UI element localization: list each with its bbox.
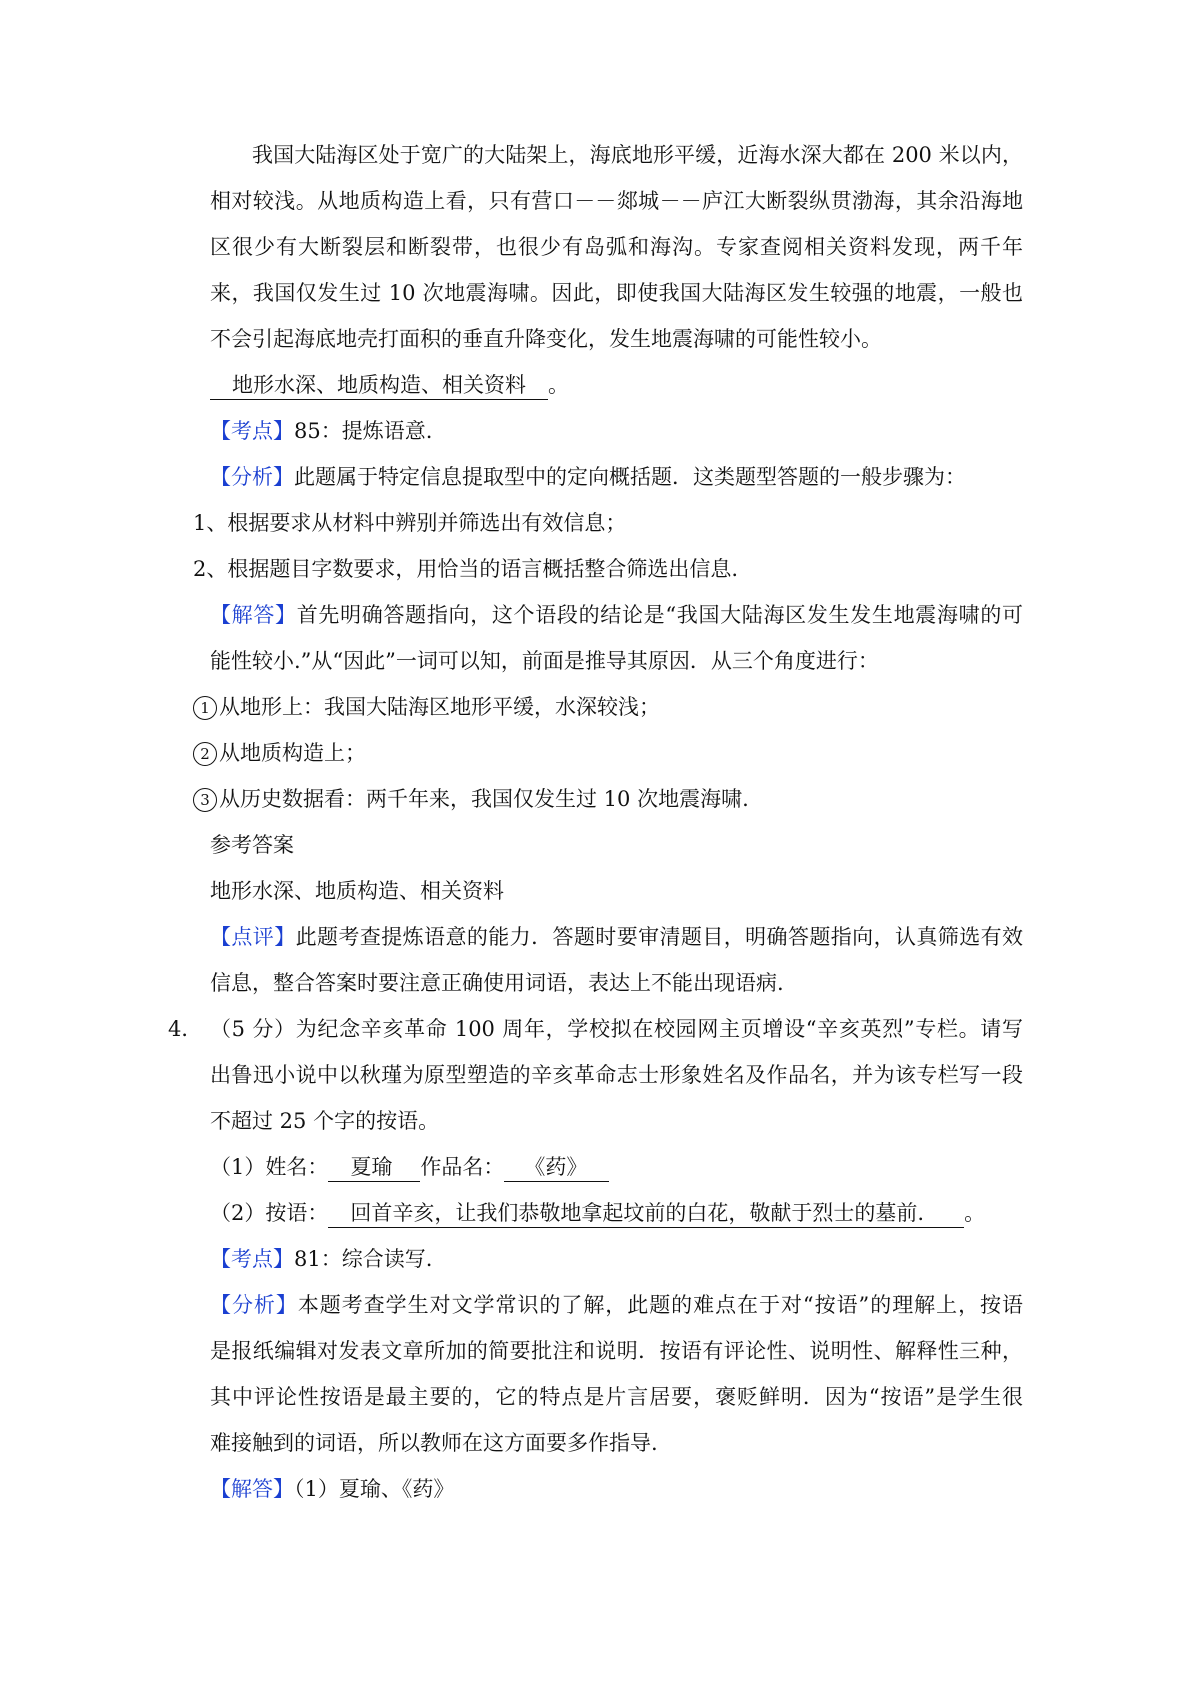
q3-point-3 [193, 784, 749, 814]
dianping-tag: 【点评】 [210, 925, 296, 949]
q4-fenxi-line: 其中评论性按语是最主要的，它的特点是片言居要，褒贬鲜明．因为“按语”是学生很 [210, 1385, 1023, 1409]
passage-line: 不会引起海底地壳打面积的垂直升降变化，发生地震海啸的可能性较小。 [210, 327, 882, 351]
q4-kaodian [210, 1244, 432, 1274]
q3-point-1 [193, 692, 660, 722]
circled-number: 1 [193, 696, 217, 720]
q4-jieda [210, 1474, 454, 1504]
fenxi-tag: 【分析】 [210, 1293, 298, 1317]
q4-part-1 [210, 1152, 609, 1182]
p1-work-label: 作品名： [420, 1155, 505, 1179]
q4-part-2 [210, 1198, 985, 1228]
q4-fenxi-line: 难接触到的词语，所以教师在这方面要多作指导. [210, 1431, 658, 1455]
q3-dianping [210, 922, 1023, 952]
dianping-text: 此题考查提炼语意的能力．答题时要审清题目，明确答题指向，认真筛选有效 [295, 925, 1024, 949]
q3-kaodian [210, 416, 432, 446]
q3-dianping-line2: 信息，整合答案时要注意正确使用词语，表达上不能出现语病. [210, 971, 784, 995]
q3-step-1: 1、根据要求从材料中辨别并筛选出有效信息； [193, 511, 627, 535]
jieda-text: （1）夏瑜、《药》 [294, 1477, 455, 1501]
q3-answer-end: 。 [548, 373, 569, 397]
q3-jieda [210, 600, 1023, 630]
q4-stem-line: 不超过 25 个字的按语。 [210, 1109, 440, 1133]
passage-line: 相对较浅。从地质构造上看，只有营口－－郯城－－庐江大断裂纵贯渤海，其余沿海地 [210, 189, 1023, 213]
circled-number: 3 [193, 788, 217, 812]
point-text: 从历史数据看：两千年来，我国仅发生过 10 次地震海啸. [219, 787, 749, 811]
jieda-text: 首先明确答题指向，这个语段的结论是“我国大陆海区发生发生地震海啸的可 [296, 603, 1024, 627]
circled-number: 2 [193, 742, 217, 766]
q3-answer-blank: 地形水深、地质构造、相关资料 [210, 371, 548, 400]
q3-fenxi [210, 462, 966, 492]
point-text: 从地质构造上； [219, 741, 366, 765]
fenxi-tag: 【分析】 [210, 465, 294, 489]
q4-number: 4． [168, 1017, 203, 1041]
jieda-tag: 【解答】 [210, 603, 297, 627]
q3-step-2: 2、根据题目字数要求，用恰当的语言概括整合筛选出信息. [193, 557, 739, 581]
fenxi-text: 此题属于特定信息提取型中的定向概括题．这类题型答题的一般步骤为： [294, 465, 966, 489]
p1-label: （1）姓名： [210, 1155, 329, 1179]
kaodian-text: 85：提炼语意. [294, 419, 433, 443]
q3-answer-line [210, 370, 569, 400]
q3-jieda-line2: 能性较小.”从“因此”一词可以知，前面是推导其原因．从三个角度进行： [210, 649, 879, 673]
q4-stem-line: （5 分）为纪念辛亥革命 100 周年，学校拟在校园网主页增设“辛亥英烈”专栏。请写 [210, 1017, 1023, 1041]
p2-end: 。 [964, 1201, 986, 1225]
q4-stem-line: 出鲁迅小说中以秋瑾为原型塑造的辛亥革命志士形象姓名及作品名，并为该专栏写一段 [210, 1063, 1023, 1087]
p1-work-blank: 《药》 [504, 1153, 609, 1182]
point-text: 从地形上：我国大陆海区地形平缓，水深较浅； [219, 695, 660, 719]
kaodian-tag: 【考点】 [210, 1247, 294, 1271]
fenxi-text: 本题考查学生对文学常识的了解，此题的难点在于对“按语”的理解上，按语 [297, 1293, 1024, 1317]
q3-point-2 [193, 738, 366, 768]
passage-line: 来，我国仅发生过 10 次地震海啸。因此，即使我国大陆海区发生较强的地震，一般也 [210, 281, 1023, 305]
jieda-tag: 【解答】 [210, 1477, 294, 1501]
reference-answer: 地形水深、地质构造、相关资料 [210, 879, 504, 903]
q4-fenxi-line: 是报纸编辑对发表文章所加的简要批注和说明．按语有评论性、说明性、解释性三种， [210, 1339, 1023, 1363]
p2-answer-blank: 回首辛亥，让我们恭敬地拿起坟前的白花，敬献于烈士的墓前. [328, 1199, 964, 1228]
q4-fenxi [210, 1290, 1023, 1320]
p1-name-blank: 夏瑜 [328, 1153, 420, 1182]
passage-line: 我国大陆海区处于宽广的大陆架上，海底地形平缓，近海水深大都在 200 米以内， [252, 143, 1023, 167]
passage-line: 区很少有大断裂层和断裂带，也很少有岛弧和海沟。专家查阅相关资料发现，两千年 [210, 235, 1023, 259]
reference-label: 参考答案 [210, 833, 294, 857]
kaodian-text: 81：综合读写. [294, 1247, 433, 1271]
kaodian-tag: 【考点】 [210, 419, 294, 443]
p2-label: （2）按语： [210, 1201, 329, 1225]
